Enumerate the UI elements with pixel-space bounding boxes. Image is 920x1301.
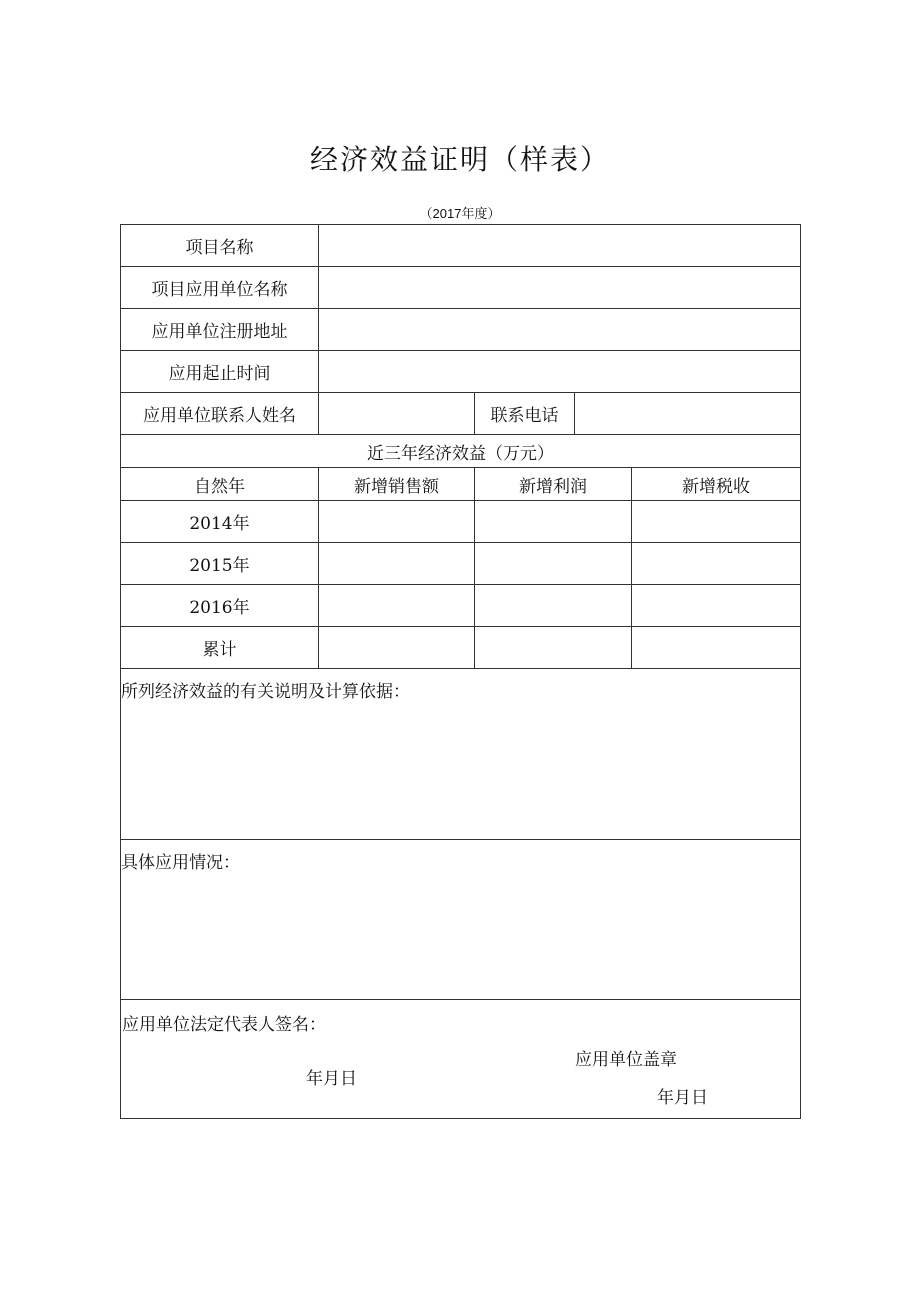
- input-profit-2014[interactable]: [475, 501, 632, 543]
- input-tax-2016[interactable]: [632, 585, 801, 627]
- input-profit-2015[interactable]: [475, 543, 632, 585]
- row-label-2014: 2014年: [121, 501, 319, 543]
- signature-box: [121, 1000, 801, 1119]
- row-application: [121, 840, 801, 1000]
- col-header-tax: 新增税收: [632, 468, 801, 501]
- row-benefit-header: [121, 435, 801, 468]
- row-signature: [121, 1000, 801, 1119]
- label-project-name: 项目名称: [121, 225, 319, 267]
- row-period: [121, 351, 801, 393]
- input-contact-name[interactable]: [319, 393, 475, 435]
- input-contact-phone[interactable]: [575, 393, 801, 435]
- input-project-name[interactable]: [319, 225, 801, 267]
- input-sales-2016[interactable]: [319, 585, 475, 627]
- label-unit-name: 项目应用单位名称: [121, 267, 319, 309]
- table-row: [121, 627, 801, 669]
- unit-seal-label: 应用单位盖章: [575, 1050, 677, 1070]
- table-row: [121, 585, 801, 627]
- application-box[interactable]: [121, 840, 801, 1000]
- input-profit-total[interactable]: [475, 627, 632, 669]
- input-sales-2015[interactable]: [319, 543, 475, 585]
- col-header-year: 自然年: [121, 468, 319, 501]
- input-tax-2014[interactable]: [632, 501, 801, 543]
- input-sales-2014[interactable]: [319, 501, 475, 543]
- row-column-headers: [121, 468, 801, 501]
- table-row: [121, 543, 801, 585]
- row-explanation: [121, 669, 801, 840]
- document-title: 经济效益证明（样表）: [309, 143, 610, 176]
- input-unit-name[interactable]: [319, 267, 801, 309]
- explanation-box[interactable]: [121, 669, 801, 840]
- legal-rep-signature-label: 应用单位法定代表人签名：: [122, 1015, 326, 1035]
- input-period[interactable]: [319, 351, 801, 393]
- label-contact-phone: 联系电话: [475, 393, 575, 435]
- input-tax-2015[interactable]: [632, 543, 801, 585]
- benefit-section-header: 近三年经济效益（万元）: [121, 435, 801, 468]
- input-sales-total[interactable]: [319, 627, 475, 669]
- signature-date-right: 年月日: [657, 1088, 708, 1108]
- row-unit-address: [121, 309, 801, 351]
- input-profit-2016[interactable]: [475, 585, 632, 627]
- col-header-profit: 新增利润: [475, 468, 632, 501]
- input-unit-address[interactable]: [319, 309, 801, 351]
- col-header-sales: 新增销售额: [319, 468, 475, 501]
- label-period: 应用起止时间: [121, 351, 319, 393]
- row-label-2016: 2016年: [121, 585, 319, 627]
- label-contact-name: 应用单位联系人姓名: [121, 393, 319, 435]
- row-label-total: 累计: [121, 627, 319, 669]
- application-label: 具体应用情况：: [121, 853, 240, 873]
- row-label-2015: 2015年: [121, 543, 319, 585]
- benefit-form-table: [120, 224, 801, 1119]
- signature-date-left: 年月日: [306, 1069, 357, 1089]
- row-unit-name: [121, 267, 801, 309]
- input-tax-total[interactable]: [632, 627, 801, 669]
- row-project-name: [121, 225, 801, 267]
- row-contact: [121, 393, 801, 435]
- table-row: [121, 501, 801, 543]
- year-note: （2017年度）: [419, 206, 501, 221]
- label-unit-address: 应用单位注册地址: [121, 309, 319, 351]
- explanation-label: 所列经济效益的有关说明及计算依据：: [121, 682, 410, 702]
